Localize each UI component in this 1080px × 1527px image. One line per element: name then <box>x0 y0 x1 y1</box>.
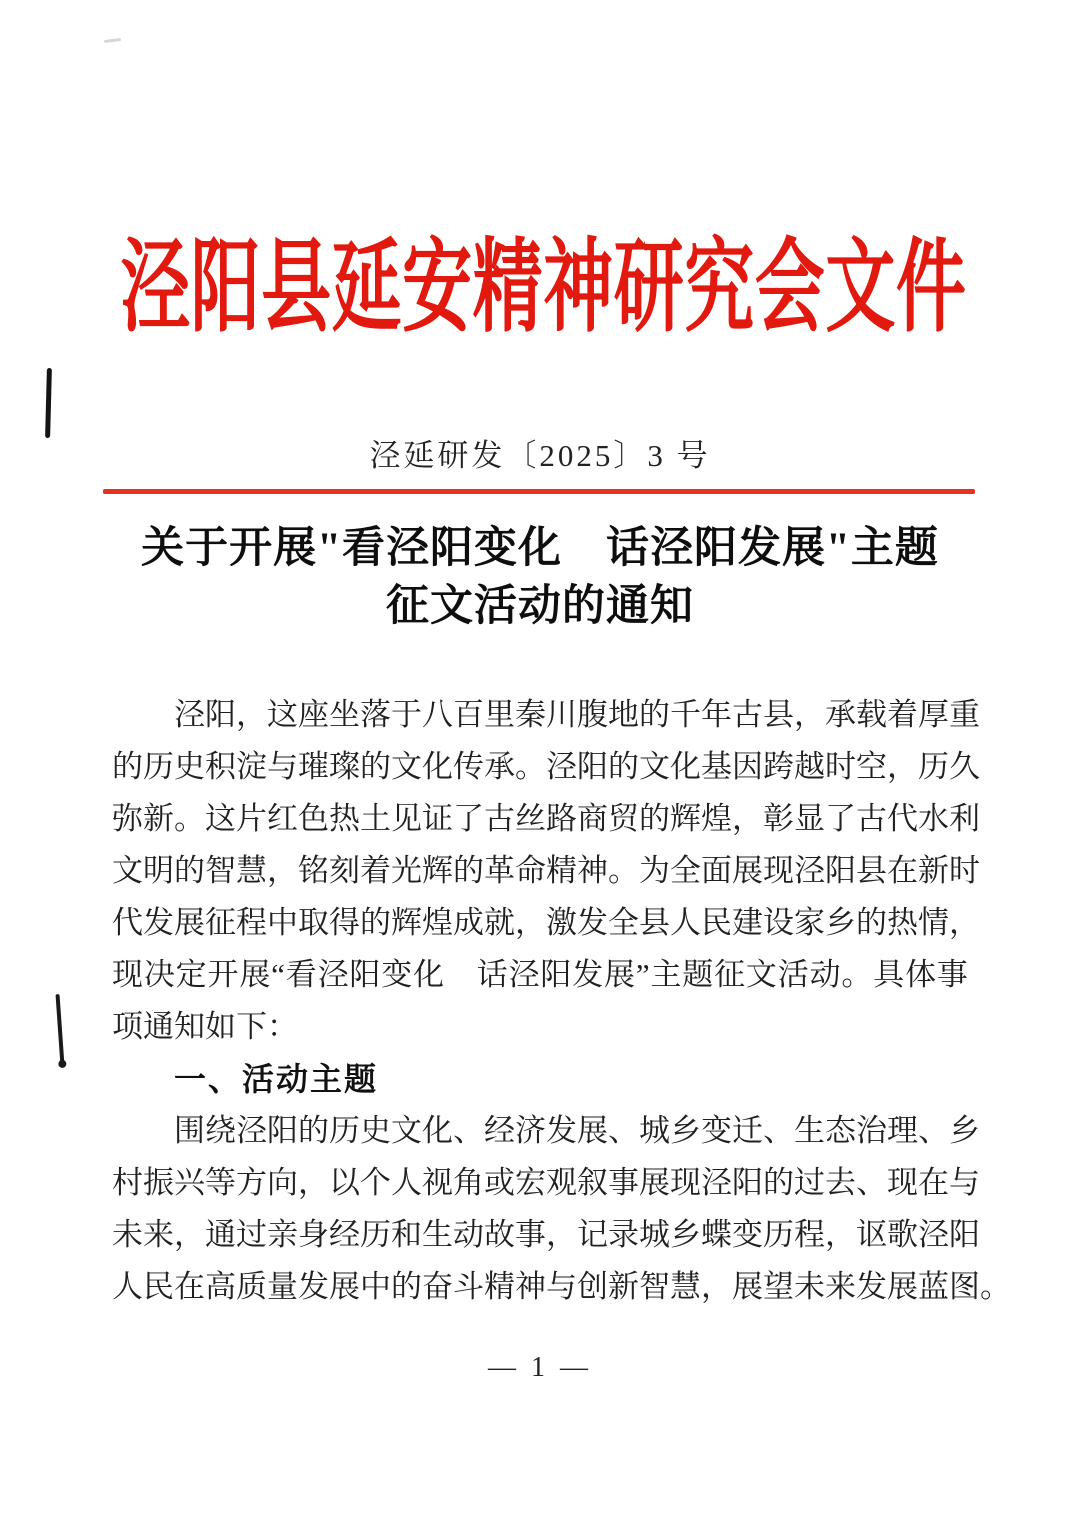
doc-title-line1: 关于开展"看泾阳变化 话泾阳发展"主题 <box>141 525 939 572</box>
body-line: 现 决 定 开 展 “ 看 泾 阳 变 化 话 泾 阳 发 展 ” 主 题 征 文 活 动 。 具 体 事 <box>112 957 968 992</box>
document-body <box>112 694 1011 1318</box>
body-line: 项通知如下： <box>112 1009 298 1044</box>
body-line: 的 历 史 积 淀 与 璀 璨 的 文 化 传 承 。 泾 阳 的 文 化 基 因 跨 越 时 空 ， 历 久 <box>112 749 980 784</box>
body-line: 弥 新 。 这 片 红 色 热 土 见 证 了 古 丝 路 商 贸 的 辉 煌 ， 彰 显 了 古 代 水 利 <box>112 801 980 836</box>
doc-number: 泾延研发〔2025〕3 号 <box>369 438 711 473</box>
section-heading: 一、活动主题 <box>174 1061 379 1097</box>
body-line: 代 发 展 征 程 中 取 得 的 辉 煌 成 就 ， 激 发 全 县 人 民 建 设 家 乡 的 热 情 ， <box>112 905 980 940</box>
scan-mark-left-lower <box>55 994 64 1066</box>
scan-smudge <box>104 38 121 43</box>
page-number: — 1 — <box>488 1352 592 1383</box>
body-line: 未 来 ， 通 过 亲 身 经 历 和 生 动 故 事 ， 记 录 城 乡 蝶 变 历 程 ， 讴 歌 泾 阳 <box>112 1217 980 1252</box>
doc-title-line2: 征文活动的通知 <box>386 583 694 630</box>
doc-title <box>60 520 1020 636</box>
body-line: 人 民 在 高 质 量 发 展 中 的 奋 斗 精 神 与 创 新 智 慧 ， 展 望 未 来 发 展 蓝 图 。 <box>112 1269 1011 1304</box>
body-line: 文 明 的 智 慧 ， 铭 刻 着 光 辉 的 革 命 精 神 。 为 全 面 展 现 泾 阳 县 在 新 时 <box>112 853 980 888</box>
body-line: 村 振 兴 等 方 向 ， 以 个 人 视 角 或 宏 观 叙 事 展 现 泾 阳 的 过 去 、 现 在 与 <box>112 1165 980 1200</box>
red-divider <box>103 489 975 494</box>
body-line: 泾 阳 ， 这 座 坐 落 于 八 百 里 秦 川 腹 地 的 千 年 古 县 ， 承 载 着 厚 重 <box>174 697 980 732</box>
org-title: 泾 阳 县 延 安 精 神 研 究 会 文 件 <box>120 233 966 346</box>
scan-mark-left-upper <box>45 368 52 438</box>
body-line: 围 绕 泾 阳 的 历 史 文 化 、 经 济 发 展 、 城 乡 变 迁 、 生 态 治 理 、 乡 <box>174 1113 980 1148</box>
